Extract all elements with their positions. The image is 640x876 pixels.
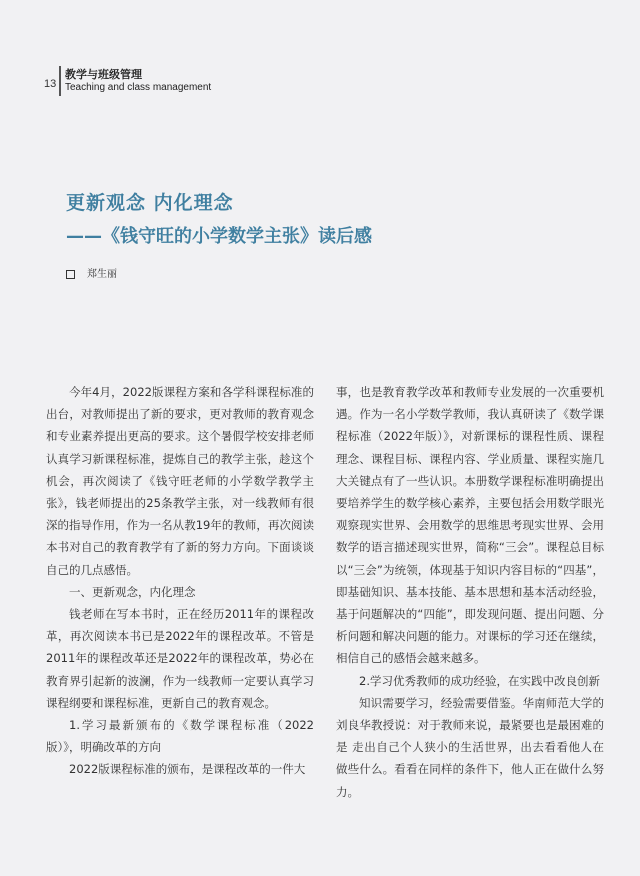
paragraph: 知识需要学习，经验需要借鉴。华南师范大学的刘良华教授说：对于教师来说，最紧要也是最困难的是 走出自己个人狭小的生活世界，出去看看他人在做些什么。看看在同样的条件下，他人正在做什么努力。 [336, 695, 604, 799]
author-name: 郑生丽 [87, 269, 117, 280]
author-line [66, 265, 117, 280]
article-title: 更新观念 内化理念 [66, 192, 234, 214]
paragraph: 事，也是教育教学改革和教师专业发展的一次重要机遇。作为一名小学数学教师，我认真研读了《数学课程标准（2022年版）》，对新课标的课程性质、课程理念、课程目标、课程内容、学业质量、课程实施几大关键点有了一些认识。本册数学课程标准明确提出要培养学生的数学核心素养，主要包括会用数学眼光观察现实世界、会用数学的思维思考现实世界、会用数学的语言描述现实世界，简称“三会”。课程总目标以“三会”为统领，体现基于知识内容目标的“四基”，即基础知识、基本技能、基本思想和基本活动经验，基于问题解决的“四能”，即发现问题、提出问题、分析问题和解决问题的能力。对课标的学习还在继续，相信自己的感悟会越来越多。 [336, 385, 604, 666]
subsection-heading: 1.学习最新颁布的《数学课程标准（2022版）》，明确改革的方向 [46, 718, 314, 755]
paragraph: 今年4月，2022版课程方案和各学科课程标准的出台，对教师提出了新的要求，更对教师的教育观念和专业素养提出更高的要求。这个暑假学校安排老师认真学习新课程标准，提炼自己的教学主张，趁这个机会，再次阅读了《钱守旺老师的小学数学教学主张》，钱老师提出的25条教学主张，对一线教师有很深的指导作用，作为一名从教19年的教师，再次阅读本书对自己的教育教学有了新的努力方向。下面谈谈自己的几点感悟。 [46, 385, 314, 577]
header-divider [59, 66, 61, 96]
paragraph: 2022版课程标准的颁布，是课程改革的一件大 [69, 762, 306, 777]
section-heading: 一、更新观念，内化理念 [69, 584, 196, 599]
paragraph: 钱老师在写本书时，正在经历2011年的课程改革，再次阅读本书已是2022年的课程改革。不管是2011年的课程改革还是2022年的课程改革，势必在教育界引起新的波澜，作为一线教师一定要认真学习课程纲要和课程标准，更新自己的教育观念。 [46, 607, 314, 710]
section-title-en: Teaching and class management [65, 82, 212, 93]
page-number: 13 [44, 78, 57, 90]
article-subtitle: ——《钱守旺的小学数学主张》读后感 [66, 226, 372, 247]
body-column-left [46, 381, 314, 781]
body-column-right [336, 381, 604, 803]
subsection-heading: 2.学习优秀教师的成功经验，在实践中改良创新 [359, 673, 600, 688]
square-bullet-icon [66, 270, 75, 279]
section-title-cn: 教学与班级管理 [65, 68, 142, 81]
